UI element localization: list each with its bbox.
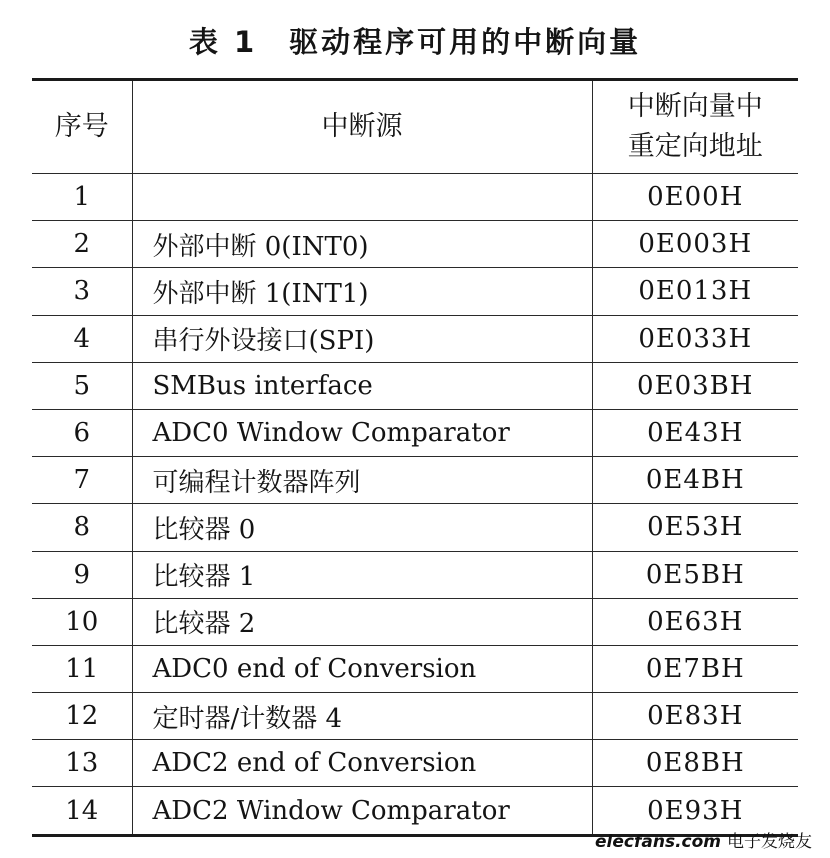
table-title-label: 表 1 xyxy=(188,25,258,59)
table-row xyxy=(32,268,798,315)
table-row xyxy=(32,457,798,504)
table-title xyxy=(0,20,830,61)
table-row xyxy=(32,221,798,268)
row-address: 0E53H xyxy=(592,504,798,551)
row-address: 0E93H xyxy=(592,787,798,835)
header-source: 中断源 xyxy=(132,80,592,174)
interrupt-vector-table xyxy=(32,78,798,837)
row-address: 0E43H xyxy=(592,409,798,456)
header-index: 序号 xyxy=(32,80,132,174)
row-address: 0E00H xyxy=(592,174,798,221)
row-index: 12 xyxy=(32,693,132,740)
watermark xyxy=(595,827,812,852)
row-index: 13 xyxy=(32,740,132,787)
row-address: 0E003H xyxy=(592,221,798,268)
row-address: 0E03BH xyxy=(592,362,798,409)
row-source: 比较器 0 xyxy=(132,504,592,551)
watermark-site: elecfans.com xyxy=(595,832,721,852)
table-row xyxy=(32,693,798,740)
table-row xyxy=(32,315,798,362)
table-row xyxy=(32,645,798,692)
table-row xyxy=(32,504,798,551)
table-body xyxy=(32,174,798,836)
row-index: 9 xyxy=(32,551,132,598)
row-address: 0E013H xyxy=(592,268,798,315)
row-source: 定时器/计数器 4 xyxy=(132,693,592,740)
row-index: 6 xyxy=(32,409,132,456)
header-address xyxy=(592,80,798,174)
row-index: 7 xyxy=(32,457,132,504)
row-index: 11 xyxy=(32,645,132,692)
table-row xyxy=(32,362,798,409)
row-source: 串行外设接口(SPI) xyxy=(132,315,592,362)
row-address: 0E4BH xyxy=(592,457,798,504)
row-address: 0E7BH xyxy=(592,645,798,692)
row-source: 比较器 2 xyxy=(132,598,592,645)
row-source: 可编程计数器阵列 xyxy=(132,457,592,504)
row-source: SMBus interface xyxy=(132,362,592,409)
row-address: 0E5BH xyxy=(592,551,798,598)
table-row xyxy=(32,740,798,787)
row-index: 8 xyxy=(32,504,132,551)
row-address: 0E63H xyxy=(592,598,798,645)
row-source: ADC0 end of Conversion xyxy=(132,645,592,692)
table-title-text: 驱动程序可用的中断向量 xyxy=(289,25,642,59)
table-row xyxy=(32,174,798,221)
row-index: 10 xyxy=(32,598,132,645)
row-source: 外部中断 1(INT1) xyxy=(132,268,592,315)
row-source: 比较器 1 xyxy=(132,551,592,598)
row-source: ADC2 Window Comparator xyxy=(132,787,592,835)
row-index: 4 xyxy=(32,315,132,362)
row-index: 2 xyxy=(32,221,132,268)
row-source xyxy=(132,174,592,221)
row-index: 3 xyxy=(32,268,132,315)
table-row xyxy=(32,598,798,645)
watermark-text: 电子发烧友 xyxy=(727,832,812,852)
table-row xyxy=(32,551,798,598)
header-address-line1: 中断向量中 xyxy=(627,91,763,122)
row-address: 0E8BH xyxy=(592,740,798,787)
table-header-row xyxy=(32,80,798,174)
header-address-line2: 重定向地址 xyxy=(627,131,763,162)
row-address: 0E83H xyxy=(592,693,798,740)
table-row xyxy=(32,409,798,456)
row-index: 14 xyxy=(65,795,99,826)
row-source: ADC0 Window Comparator xyxy=(132,409,592,456)
row-source: ADC2 end of Conversion xyxy=(132,740,592,787)
row-source: 外部中断 0(INT0) xyxy=(132,221,592,268)
row-address: 0E033H xyxy=(592,315,798,362)
row-index: 1 xyxy=(32,174,132,221)
row-index: 5 xyxy=(32,362,132,409)
